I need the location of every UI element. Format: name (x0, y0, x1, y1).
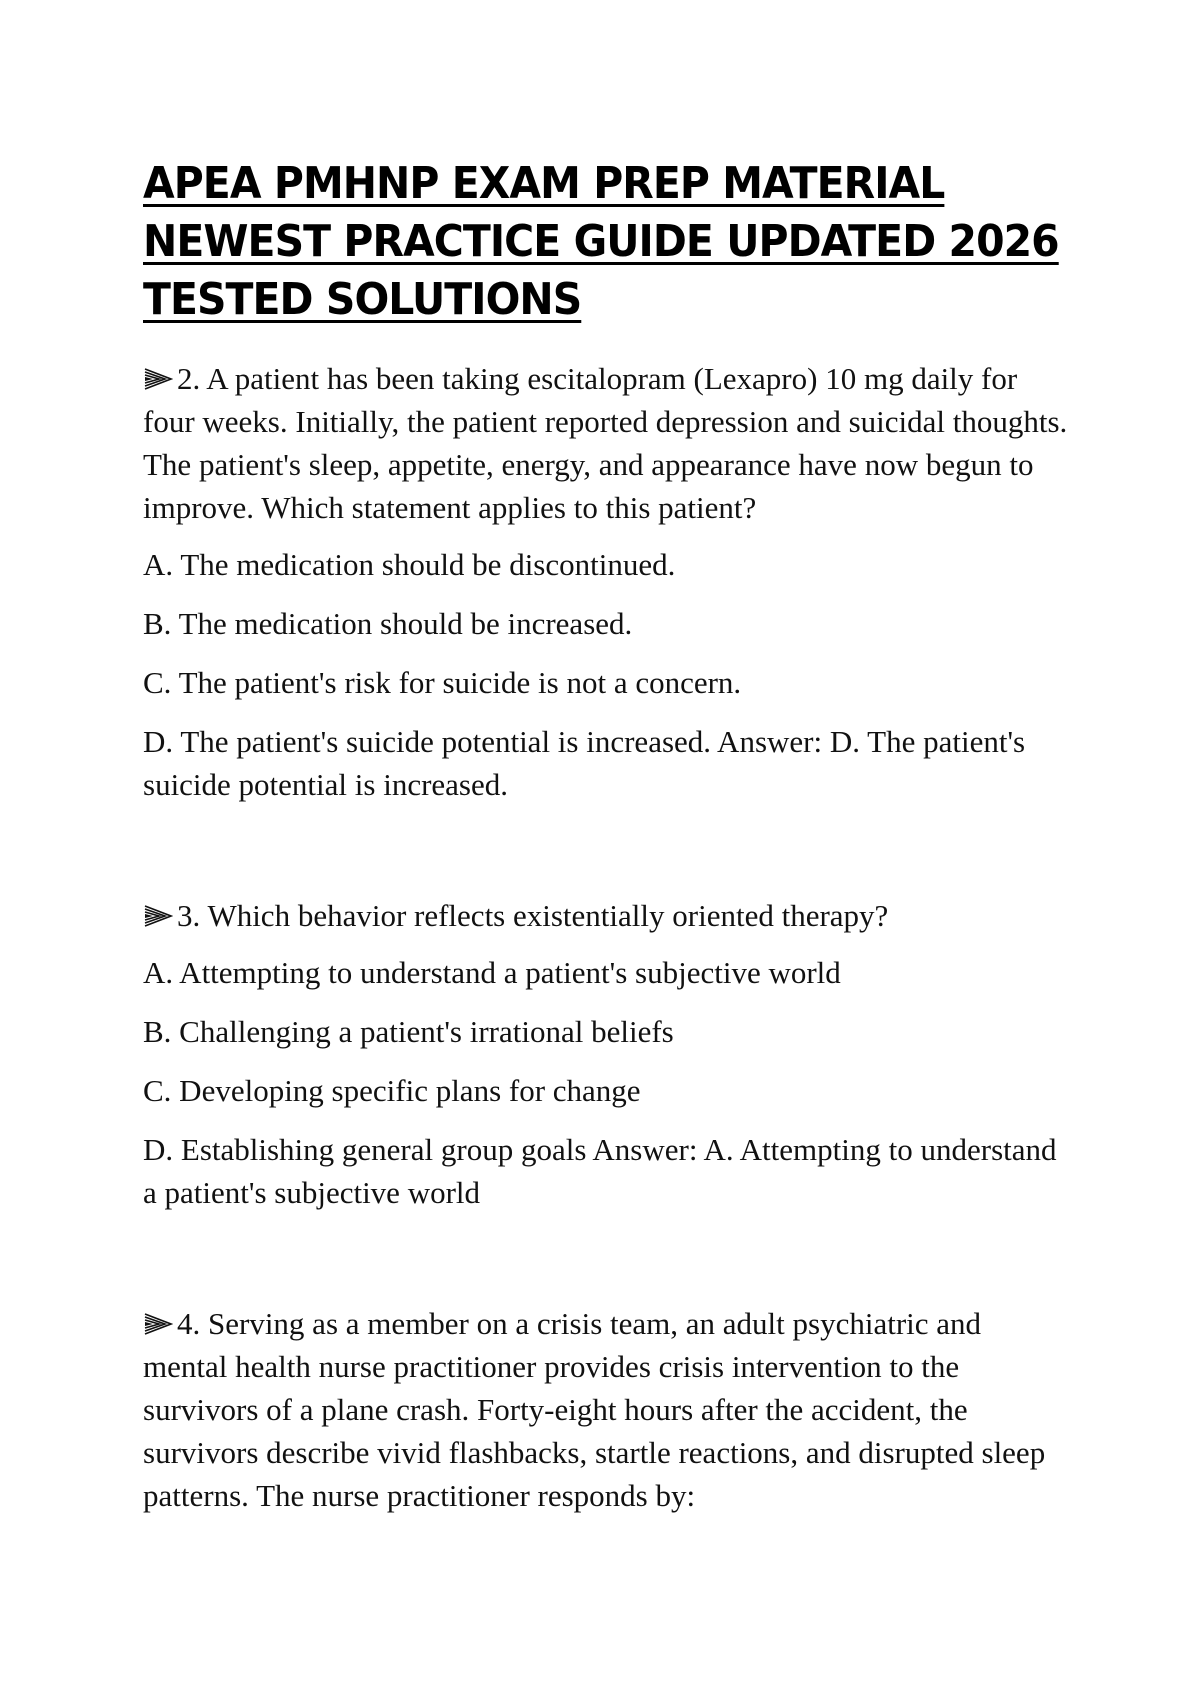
option-c: C. The patient's risk for suicide is not a concern. (143, 665, 742, 700)
question-4 (143, 1302, 1073, 1517)
option-a: A. Attempting to understand a patient's subjective world (143, 955, 841, 990)
question-stem (143, 1302, 1073, 1517)
option-a: A. The medication should be discontinued. (143, 547, 676, 582)
title-line-1: APEA PMHNP EXAM PREP MATERIAL (143, 158, 945, 209)
question-text: 2. A patient has been taking escitalopram (Lexapro) 10 mg daily for four weeks. Initially, the patient reported depression and suicidal thoughts. The patient's sleep, appetite, energy, and appearance have now begun to improve. Which statement applies to this patient? (143, 361, 1068, 525)
option-c: C. Developing specific plans for change (143, 1073, 641, 1108)
arrowhead-bullet-icon (143, 1312, 173, 1336)
section-gap (143, 1230, 1073, 1302)
question-3 (143, 894, 1073, 1214)
title-line-3: TESTED SOLUTIONS (143, 274, 582, 325)
question-stem (143, 357, 1073, 529)
option-b: B. Challenging a patient's irrational beliefs (143, 1014, 674, 1049)
document-content (143, 155, 1073, 1531)
title-line-2: NEWEST PRACTICE GUIDE UPDATED 2026 (143, 216, 1059, 267)
option-d-with-answer: D. Establishing general group goals Answer: A. Attempting to understand a patient's subjective world (143, 1132, 1057, 1210)
question-text: 4. Serving as a member on a crisis team, an adult psychiatric and mental health nurse practitioner provides crisis intervention to the survivors of a plane crash. Forty-eight hours after the accident, the survivors describe vivid flashbacks, startle reactions, and disrupted sleep patterns. The nurse practitioner responds by: (143, 1306, 1046, 1513)
option-d-with-answer: D. The patient's suicide potential is increased. Answer: D. The patient's suicide potential is increased. (143, 724, 1026, 802)
question-2 (143, 357, 1073, 806)
arrowhead-bullet-icon (143, 904, 173, 928)
option-b: B. The medication should be increased. (143, 606, 633, 641)
question-stem (143, 894, 1073, 937)
document-title (143, 155, 1073, 329)
arrowhead-bullet-icon (143, 367, 173, 391)
section-gap (143, 822, 1073, 894)
question-text: 3. Which behavior reflects existentially oriented therapy? (177, 898, 889, 933)
